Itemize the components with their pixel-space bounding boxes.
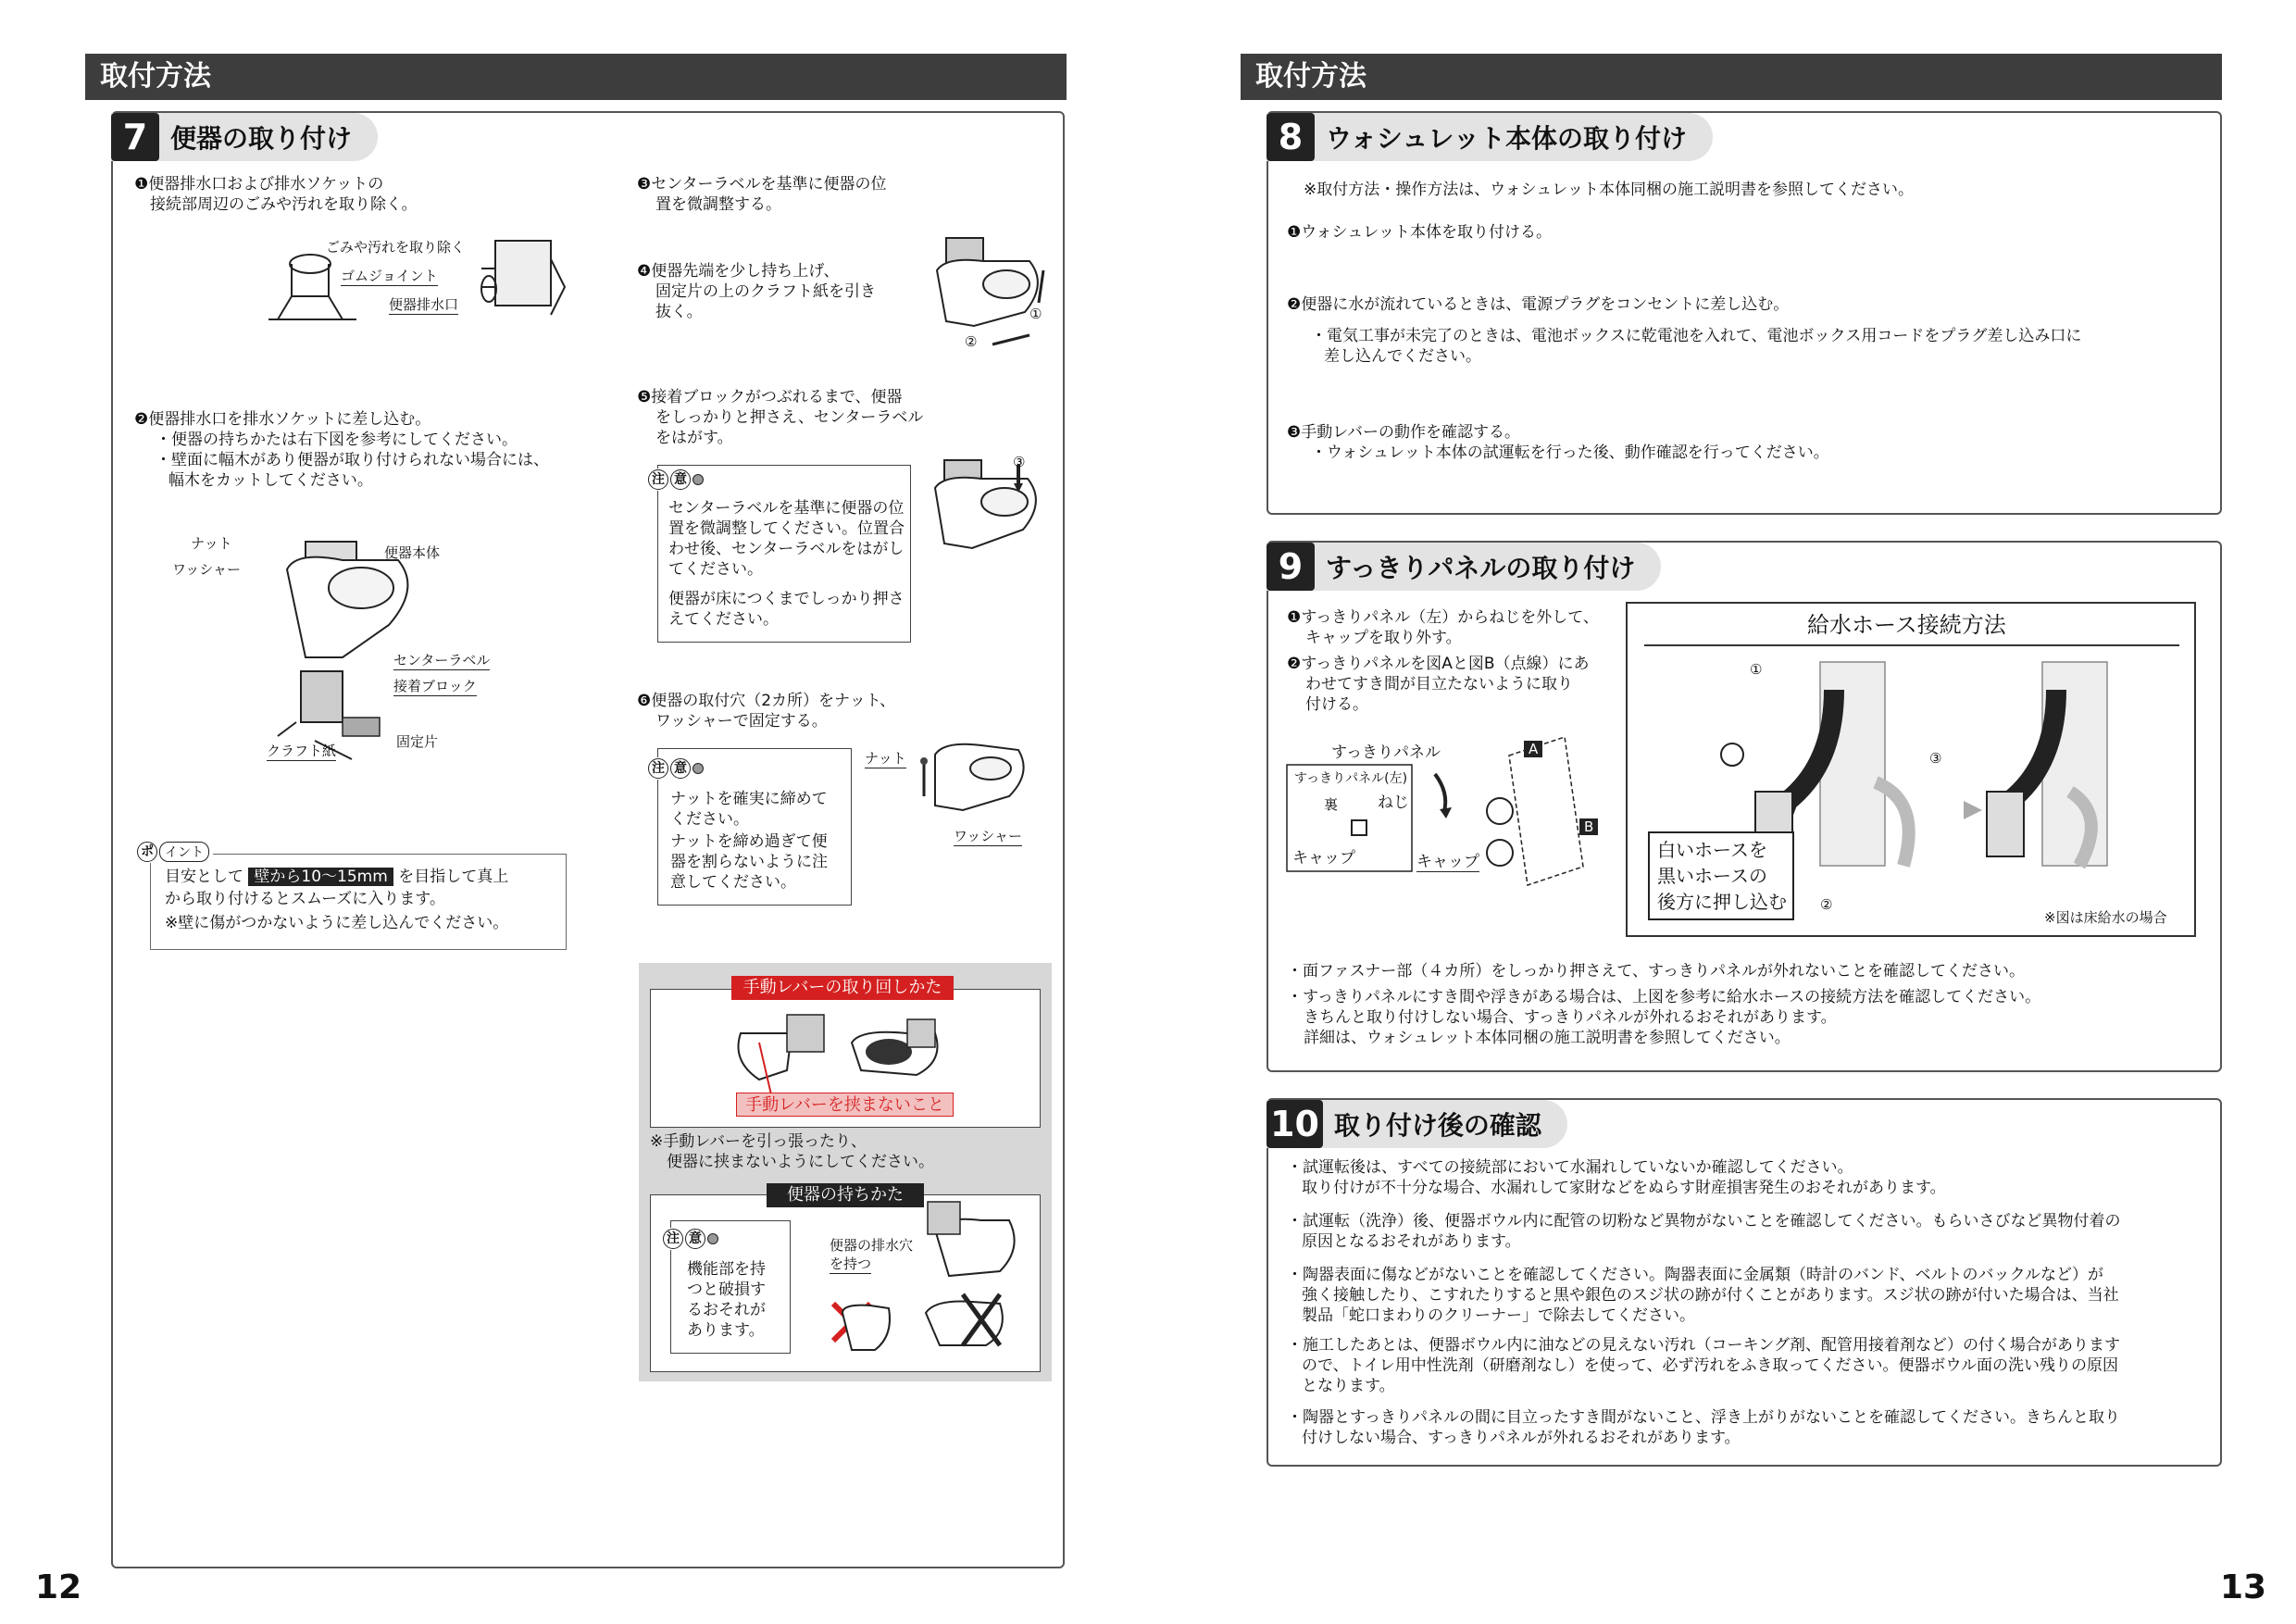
section9-step2-line1: ❷すっきりパネルを図Aと図B（点線）にあ: [1287, 655, 1590, 673]
hose-mark3: ③: [1929, 750, 1942, 767]
point-line1-post: を目指して真上: [398, 868, 509, 886]
section8-note: ※取付方法・操作方法は、ウォシュレット本体同梱の施工説明書を参照してください。: [1304, 181, 1915, 199]
step7-2-line3: ・壁面に幅木があり便器が取り付けられない場合には、: [156, 451, 549, 469]
section10-heading: [1267, 1100, 1567, 1148]
hose-note: ※図は床給水の場合: [2044, 909, 2167, 926]
step7-2-line1: ❷便器排水口を排水ソケットに差し込む。: [134, 410, 431, 429]
section9-step2-line3: 付ける。: [1305, 695, 1368, 714]
holding-title: 便器の持ちかた: [767, 1183, 924, 1207]
panel-label: すっきりパネル: [1331, 743, 1441, 762]
section10-item2-line2: 原因となるおそれがあります。: [1302, 1232, 1521, 1251]
back-label: 裏: [1324, 796, 1339, 813]
caution1-k1: 注: [648, 469, 668, 490]
caution2-k1: 注: [648, 758, 668, 779]
section10-item4-line1: ・施工したあとは、便器ボウル内に油などの見えない汚れ（コーキング剤、配管用接着剤など）の付く場合があります: [1287, 1336, 2120, 1355]
section10-item4-line2: ので、トイレ用中性洗剤（研磨剤なし）を使って、必ず汚れをふき取ってください。便器ボウル面の洗い残りの原因: [1302, 1356, 2118, 1375]
caution1-line3: わせ後、センターラベルをはがし: [668, 540, 905, 558]
left-page-header: 取付方法: [85, 54, 1067, 100]
step7-5-line3: をはがす。: [655, 429, 733, 447]
left-page-number: 12: [35, 1568, 82, 1606]
section7-heading: [111, 113, 378, 161]
section10-item5-line1: ・陶器とすっきりパネルの間に目立ったすき間がないこと、浮き上がりがないことを確認してください。きちんと取り: [1287, 1408, 2120, 1427]
step7-2-line4: 幅木をカットしてください。: [168, 471, 373, 490]
holding-tail: [707, 1233, 718, 1244]
section9-bullet3: きちんと取り付けしない場合、すっきりパネルが外れるおそれがあります。: [1304, 1008, 1837, 1027]
hose-mark1: ①: [1750, 661, 1763, 678]
right-page-header: 取付方法: [1241, 54, 2222, 100]
cap1-label: キャップ: [1292, 849, 1355, 868]
step7-1-line2: 接続部周辺のごみや汚れを取り除く。: [150, 195, 418, 214]
fig2-body-label: 便器本体: [384, 544, 441, 561]
fig2-washer-label: ワッシャー: [172, 561, 241, 578]
section8-title: ウォシュレット本体の取り付け: [1326, 123, 1688, 154]
section8-heading: [1267, 113, 1713, 161]
section8-step2-sub1: ・電気工事が未完了のときは、電池ボックスに乾電池を入れて、電池ボックス用コードをプラグ差し込み口に: [1311, 327, 2082, 345]
section9-bullet1: ・面ファスナー部（４カ所）をしっかり押さえて、すっきりパネルが外れないことを確認してください。: [1287, 962, 2025, 981]
section7-number: 7: [111, 113, 159, 161]
lever-title: 手動レバーの取り回しかた: [731, 976, 954, 1000]
step7-1-line1: ❶便器排水口および排水ソケットの: [134, 175, 384, 194]
section9-title: すっきりパネルの取り付け: [1326, 553, 1636, 583]
section10-item5-line2: 付けしない場合、すっきりパネルが外れるおそれがあります。: [1302, 1429, 1741, 1447]
caution1-line5: 便器が床につくまでしっかり押さ: [668, 590, 905, 608]
fig1-drain-label: 便器排水口: [389, 296, 459, 313]
fig2-center-label: センターラベル: [393, 652, 491, 668]
section7-title: 便器の取り付け: [170, 123, 353, 154]
section8-step3-sub: ・ウォシュレット本体の試運転を行った後、動作確認を行ってください。: [1311, 443, 1829, 462]
section10-item3-line2: 強く接触したり、こすれたりすると黒や銀色のスジ状の跡が付くことがあります。スジ状の跡が付いた場合は、当社: [1302, 1286, 2119, 1305]
fig5-mark3: ③: [1013, 454, 1026, 470]
fig1-joint-label: ゴムジョイント: [341, 268, 438, 284]
hose-title-rule: [1644, 644, 2179, 646]
section9-step1-line2: キャップを取り外す。: [1305, 629, 1462, 647]
caution1-k2: 意: [670, 469, 691, 490]
step7-4-line1: ❹便器先端を少し持ち上げ、: [637, 262, 840, 281]
section10-number: 10: [1267, 1100, 1323, 1148]
hose-mark2: ②: [1820, 896, 1833, 913]
fig4-mark1: ①: [1029, 306, 1042, 322]
lever-warning: 手動レバーを挟まないこと: [736, 1093, 954, 1117]
section9-step1-line1: ❶すっきりパネル（左）からねじを外して、: [1287, 608, 1599, 627]
fig6-nut-label: ナット: [865, 750, 906, 767]
point-badge-k: ポ: [137, 842, 157, 862]
lift-toilet-illustration: [928, 233, 1057, 354]
caution2-line4: 器を割らないように注: [670, 853, 828, 871]
section10-item4-line3: となります。: [1302, 1377, 1395, 1395]
holding-line2: つと破損す: [687, 1280, 766, 1299]
screw-label: ねじ: [1378, 793, 1409, 812]
caution2-tail: [693, 763, 704, 774]
step7-5-line2: をしっかりと押さえ、センターラベル: [655, 408, 924, 427]
point-badge: [137, 841, 213, 863]
point-badge-text: イント: [159, 842, 209, 862]
hose-title: 給水ホース接続方法: [1807, 612, 2006, 638]
section8-step2-sub2: 差し込んでください。: [1324, 347, 1481, 366]
step7-4-line2: 固定片の上のクラフト紙を引き: [655, 282, 876, 301]
point-highlight: 壁から10〜15mm: [248, 868, 393, 886]
section10-title: 取り付け後の確認: [1333, 1110, 1541, 1141]
step7-3-line2: 置を微調整する。: [655, 195, 781, 214]
holding-fig-label1: 便器の排水穴: [830, 1237, 914, 1254]
step7-5-line1: ❺接着ブロックがつぶれるまで、便器: [637, 388, 903, 406]
panel-left-label: すっきりパネル(左): [1294, 771, 1408, 786]
section10-item3-line3: 製品「蛇口まわりのクリーナー」で除去してください。: [1302, 1306, 1695, 1325]
caution2-k2: 意: [670, 758, 691, 779]
caution2-line3: ナットを締め過ぎて便: [670, 832, 828, 851]
section10-item2-line1: ・試運転（洗浄）後、便器ボウル内に配管の切粉など異物がないことを確認してください。もらいさびなど異物付着の: [1287, 1212, 2121, 1230]
section10-item1-line1: ・試運転後は、すべての接続部において水漏れしていないか確認してください。: [1287, 1158, 1853, 1177]
caution2-line1: ナットを確実に締めて: [670, 790, 828, 808]
point-line3: ※壁に傷がつかないように差し込んでください。: [165, 914, 509, 932]
caution1-line6: えてください。: [668, 610, 779, 629]
section8-step3: ❸手動レバーの動作を確認する。: [1287, 423, 1521, 442]
caution1-badge: [648, 468, 704, 491]
fig2-block-label: 接着ブロック: [393, 678, 477, 694]
right-page-number: 13: [2220, 1568, 2267, 1606]
fig-a-label: A: [1524, 741, 1542, 757]
fig1-dirt-label: ごみや汚れを取り除く: [326, 239, 466, 256]
fig2-nut-label: ナット: [191, 535, 232, 552]
point-line1: [165, 867, 508, 887]
caution2-line5: 意してください。: [670, 873, 796, 892]
holding-fig-label2: を持つ: [830, 1255, 872, 1272]
hose-callout-line1: 白いホースを: [1657, 839, 1767, 861]
step7-4-line3: 抜く。: [655, 303, 703, 321]
fig2-fixing-label: 固定片: [396, 733, 439, 750]
fig4-mark2: ②: [965, 333, 978, 350]
section8-number: 8: [1267, 113, 1315, 161]
point-line1-pre: 目安として: [165, 868, 243, 886]
section10-item3-line1: ・陶器表面に傷などがないことを確認してください。陶器表面に金属類（時計のバンド、ベルトのバックルなど）が: [1287, 1266, 2103, 1284]
caution1-line2: 置を微調整してください。位置合: [668, 519, 905, 538]
holding-k1: 注: [663, 1229, 683, 1249]
section9-heading: [1267, 543, 1661, 591]
section9-bullet4: 詳細は、ウォシュレット本体同梱の施工説明書を参照してください。: [1304, 1029, 1791, 1047]
fig-b-label: B: [1579, 818, 1598, 835]
holding-line1: 機能部を持: [687, 1260, 766, 1279]
toilet-install-illustration: [241, 532, 426, 764]
section8-step1: ❶ウォシュレット本体を取り付ける。: [1287, 223, 1553, 242]
holding-caution-badge: [663, 1228, 718, 1250]
holding-k2: 意: [685, 1229, 705, 1249]
press-toilet-illustration: [926, 456, 1065, 567]
caution2-line2: ください。: [670, 810, 749, 829]
section9-step2-line2: わせてすき間が目立たないように取り: [1305, 675, 1573, 693]
step7-2-line2: ・便器の持ちかたは右下図を参考にしてください。: [156, 431, 518, 449]
step7-6-line2: ワッシャーで固定する。: [655, 712, 828, 731]
holding-line3: るおそれが: [687, 1301, 766, 1319]
lever-note-line2: 便器に挟まないようにしてください。: [667, 1153, 934, 1171]
fig2-kraft-label: クラフト紙: [267, 743, 337, 759]
fig6-washer-label: ワッシャー: [954, 828, 1022, 844]
holding-illustration: [824, 1202, 1028, 1364]
cap2-label: キャップ: [1416, 848, 1479, 872]
lever-note-line1: ※手動レバーを引っ張ったり、: [650, 1132, 867, 1151]
section9-bullet2: ・すっきりパネルにすき間や浮きがある場合は、上図を参考に給水ホースの接続方法を確認してください。: [1287, 988, 2041, 1006]
caution2-badge: [648, 757, 704, 780]
caution1-tail: [693, 474, 704, 485]
holding-line4: あります。: [687, 1321, 765, 1340]
hose-callout-line3: 後方に押し込む: [1657, 891, 1787, 913]
caution1-line4: てください。: [668, 560, 763, 579]
caution1-line1: センターラベルを基準に便器の位: [668, 499, 905, 518]
section8-step2: ❷便器に水が流れているときは、電源プラグをコンセントに差し込む。: [1287, 295, 1790, 314]
point-line2: から取り付けるとスムーズに入ります。: [165, 890, 445, 908]
section9-number: 9: [1267, 543, 1315, 591]
section10-item1-line2: 取り付けが不十分な場合、水漏れして家財などをぬらす財産損害発生のおそれがあります。: [1302, 1179, 1946, 1197]
hose-callout-line2: 黒いホースの: [1657, 865, 1767, 887]
step7-6-line1: ❻便器の取付穴（2カ所）をナット、: [637, 692, 896, 710]
step7-3-line1: ❸センターラベルを基準に便器の位: [637, 175, 887, 194]
